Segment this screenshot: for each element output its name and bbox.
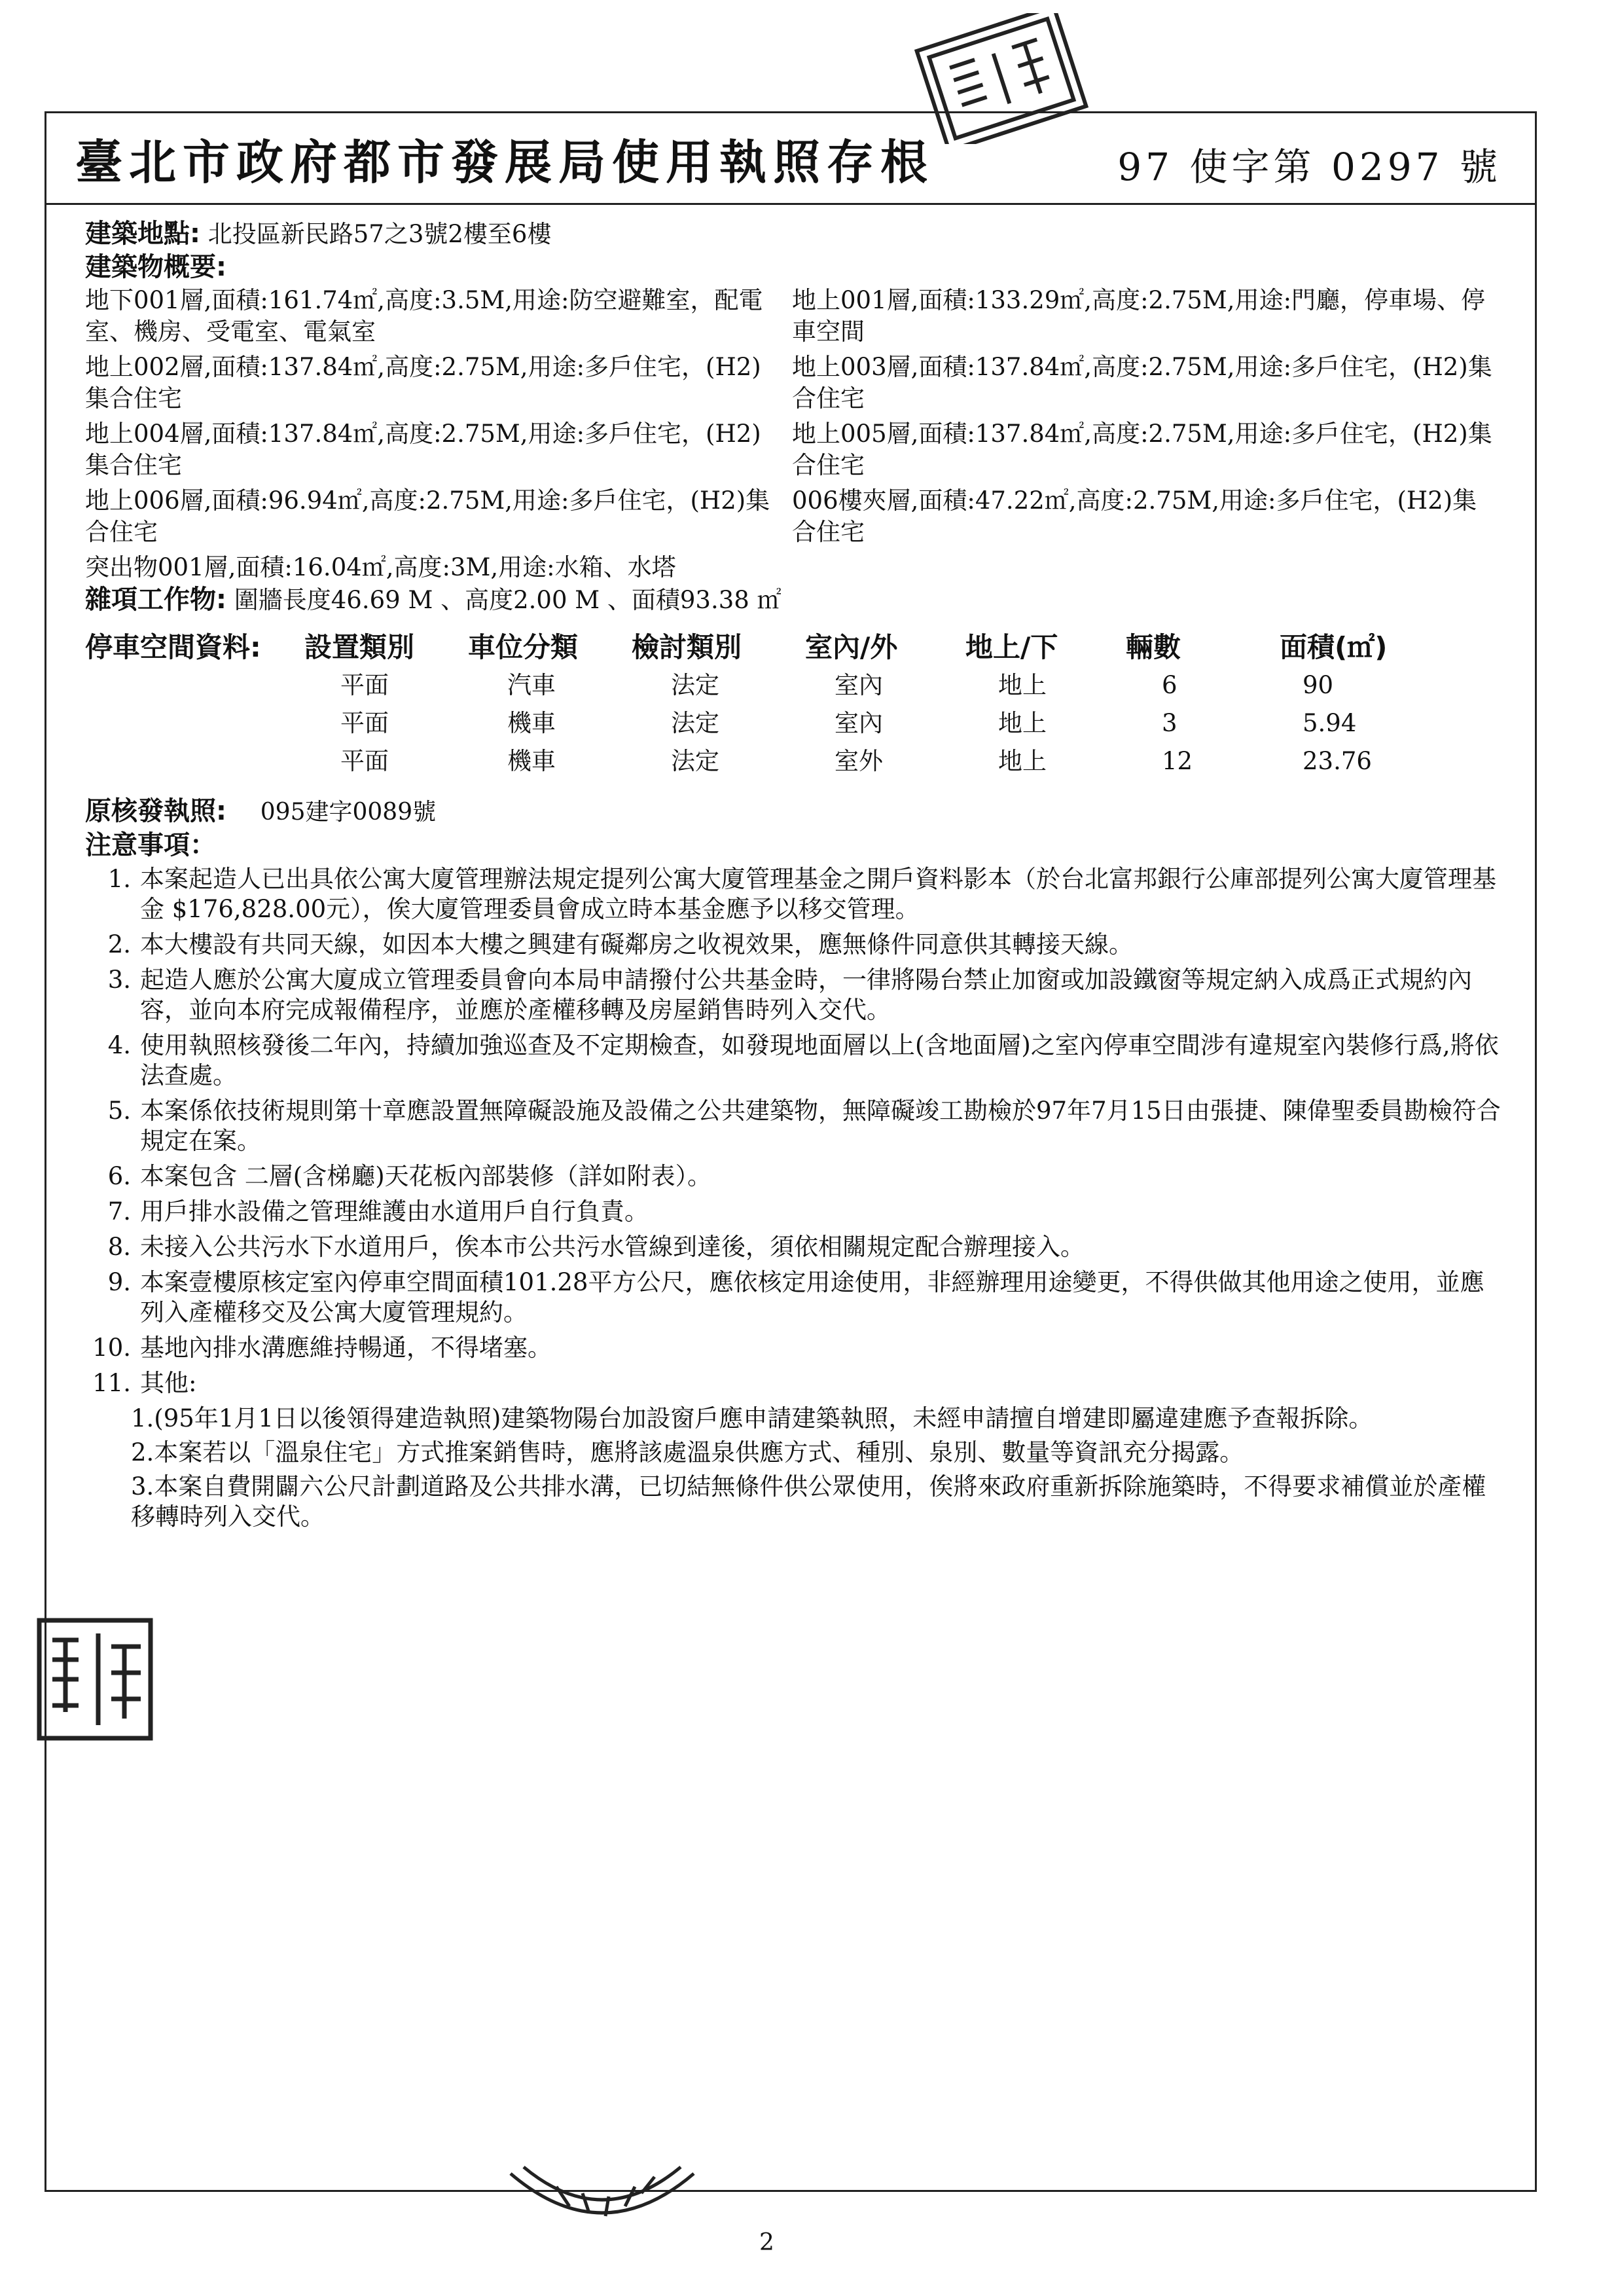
seal-stamp-left-icon	[26, 1607, 157, 1745]
parking-cell: 汽車	[507, 671, 556, 699]
note-number: 3.	[107, 966, 131, 994]
note-item	[85, 1267, 1505, 1328]
parking-cell: 地上	[998, 709, 1047, 737]
note-number: 5.	[107, 1097, 131, 1125]
note-number: 8.	[107, 1233, 131, 1261]
note-text: 未接入公共污水下水道用戶，俟本市公共污水管線到達後，須依相關規定配合辦理接入。	[140, 1233, 1085, 1261]
note-text: 基地內排水溝應維持暢通，不得堵塞。	[140, 1334, 552, 1362]
parking-col-header: 檢討類別	[632, 631, 742, 663]
floor-item: 地上002層,面積:137.84㎡,高度:2.75M,用途:多戶住宅，(H2)集合住宅	[85, 353, 761, 412]
site-value: 北投區新民路57之3號2樓至6樓	[207, 220, 552, 248]
note-text: 起造人應於公寓大廈成立管理委員會向本局申請撥付公共基金時，一律將陽台禁止加窗或加設鐵窗等規定納入成爲正式規約內容，並向本府完成報備程序，並應於產權移轉及房屋銷售時列入交代。	[140, 966, 1472, 1024]
note-number: 9.	[107, 1268, 131, 1296]
misc-value: 圍牆長度46.69 M 、高度2.00 M 、面積93.38 ㎡	[234, 586, 782, 614]
parking-col-header: 面積(㎡)	[1280, 631, 1388, 663]
note-number: 7.	[107, 1197, 131, 1226]
note-number: 4.	[107, 1031, 131, 1059]
floor-item: 地上005層,面積:137.84㎡,高度:2.75M,用途:多戶住宅，(H2)集合住宅	[792, 420, 1492, 479]
floor-item: 006樓夾層,面積:47.22㎡,高度:2.75M,用途:多戶住宅，(H2)集合住宅	[792, 486, 1477, 546]
note-text: 使用執照核發後二年內，持續加強巡查及不定期檢查，如發現地面層以上(含地面層)之室內停車空間涉有違規室內裝修行爲,將依法查處。	[140, 1031, 1499, 1089]
parking-cell: 6	[1162, 671, 1178, 699]
note-text: 本大樓設有共同天線，如因本大樓之興建有礙鄰房之收視效果，應無條件同意供其轉接天線。	[140, 930, 1133, 958]
site-row	[85, 217, 1505, 251]
parking-cell: 23.76	[1303, 747, 1372, 775]
parking-cell: 機車	[507, 747, 556, 775]
parking-col-header: 地上/下	[965, 631, 1058, 663]
page-number: 2	[759, 2229, 774, 2256]
note-number: 6.	[107, 1162, 131, 1190]
parking-cell: 室內	[835, 709, 883, 737]
note-item	[85, 1333, 1505, 1363]
notes-list	[85, 864, 1505, 1532]
note-subitem: 1.(95年1月1日以後領得建造執照)建築物陽台加設窗戶應申請建築執照，未經申請擅自增建即屬違建應予查報拆除。	[131, 1404, 1373, 1432]
parking-cell: 平面	[340, 709, 389, 737]
parking-cell: 90	[1303, 671, 1334, 699]
parking-cell: 平面	[340, 671, 389, 699]
note-subitem: 3.本案自費開闢六公尺計劃道路及公共排水溝，已切結無條件供公眾使用，俟將來政府重新拆除施築時，不得要求補償並於產權移轉時列入交代。	[131, 1472, 1486, 1531]
seal-stamp-bottom-icon	[497, 2147, 707, 2246]
parking-cell: 室外	[835, 747, 883, 775]
original-permit-value: 095建字0089號	[260, 799, 437, 826]
overview-label: 建築物概要:	[85, 252, 226, 282]
parking-header-row	[85, 631, 1505, 664]
note-item	[85, 1096, 1505, 1156]
note-number: 1.	[107, 865, 131, 893]
note-subitem: 2.本案若以「溫泉住宅」方式推案銷售時，應將該處溫泉供應方式、種別、泉別、數量等資訊充分揭露。	[131, 1438, 1244, 1467]
misc-row	[85, 583, 1505, 617]
parking-row	[85, 742, 1505, 780]
original-permit-row	[85, 795, 1505, 829]
parking-cell: 12	[1162, 747, 1193, 775]
note-item	[85, 1232, 1505, 1262]
note-item	[85, 1030, 1505, 1091]
floor-item: 地上003層,面積:137.84㎡,高度:2.75M,用途:多戶住宅，(H2)集合住宅	[792, 353, 1492, 412]
parking-cell: 法定	[671, 671, 719, 699]
misc-label: 雜項工作物:	[85, 585, 226, 615]
parking-row	[85, 704, 1505, 742]
parking-cell: 5.94	[1303, 709, 1357, 737]
floor-item: 地上004層,面積:137.84㎡,高度:2.75M,用途:多戶住宅，(H2)集合住宅	[85, 420, 761, 479]
parking-col-header: 輛數	[1126, 631, 1181, 663]
notes-label: 注意事項：	[85, 830, 216, 860]
note-text: 本案包含 二層(含梯廳)天花板內部裝修（詳如附表）。	[140, 1162, 712, 1190]
note-item	[85, 1197, 1505, 1227]
permit-number: 97 使字第 0297 號	[1117, 145, 1501, 189]
protrusion-item: 突出物001層,面積:16.04㎡,高度:3M,用途:水箱、水塔	[85, 553, 676, 581]
note-text: 本案係依技術規則第十章應設置無障礙設施及設備之公共建築物，無障礙竣工勘檢於97年7月15日由張捷、陳偉聖委員勘檢符合規定在案。	[140, 1097, 1501, 1155]
parking-cell: 地上	[998, 747, 1047, 775]
parking-cell: 機車	[507, 709, 556, 737]
note-item	[85, 1161, 1505, 1192]
note-text: 其他:	[140, 1369, 197, 1397]
floor-item: 地下001層,面積:161.74㎡,高度:3.5M,用途:防空避難室，配電室、機房、受電室、電氣室	[85, 286, 763, 346]
floor-item: 地上001層,面積:133.29㎡,高度:2.75M,用途:門廳，停車場、停車空間	[792, 286, 1486, 346]
parking-cell: 地上	[998, 671, 1047, 699]
floor-item: 地上006層,面積:96.94㎡,高度:2.75M,用途:多戶住宅，(H2)集合住宅	[85, 486, 770, 546]
note-item	[85, 1368, 1505, 1398]
parking-label: 停車空間資料:	[85, 631, 261, 663]
parking-cell: 平面	[340, 747, 389, 775]
floor-list	[85, 285, 1505, 552]
note-item	[85, 864, 1505, 924]
site-label: 建築地點:	[85, 219, 200, 249]
parking-cell: 3	[1162, 709, 1178, 737]
note-text: 本案起造人已出具依公寓大廈管理辦法規定提列公寓大廈管理基金之開戶資料影本（於台北富邦銀行公庫部提列公寓大廈管理基金 $176,828.00元），俟大廈管理委員會成立時本基金應予以移交管理。	[140, 865, 1496, 923]
note-number: 10.	[92, 1334, 131, 1362]
note-text: 本案壹樓原核定室內停車空間面積101.28平方公尺，應依核定用途使用，非經辦理用途變更，不得供做其他用途之使用，並應列入產權移交及公寓大廈管理規約。	[140, 1268, 1484, 1326]
parking-col-header: 室內/外	[805, 631, 898, 663]
document-body	[85, 217, 1505, 1536]
note-text: 用戶排水設備之管理維護由水道用戶自行負責。	[140, 1197, 649, 1226]
parking-col-header: 設置類別	[304, 631, 415, 663]
note-number: 11.	[92, 1369, 131, 1397]
parking-col-header: 車位分類	[468, 631, 579, 663]
document-title: 臺北市政府都市發展局使用執照存根	[75, 134, 935, 190]
note-item	[85, 965, 1505, 1025]
parking-cell: 室內	[835, 671, 883, 699]
parking-row	[85, 666, 1505, 704]
parking-cell: 法定	[671, 747, 719, 775]
note-number: 2.	[107, 930, 131, 958]
header-rule	[45, 203, 1537, 205]
original-permit-label: 原核發執照:	[85, 796, 226, 826]
note-item	[85, 930, 1505, 960]
parking-cell: 法定	[671, 709, 719, 737]
